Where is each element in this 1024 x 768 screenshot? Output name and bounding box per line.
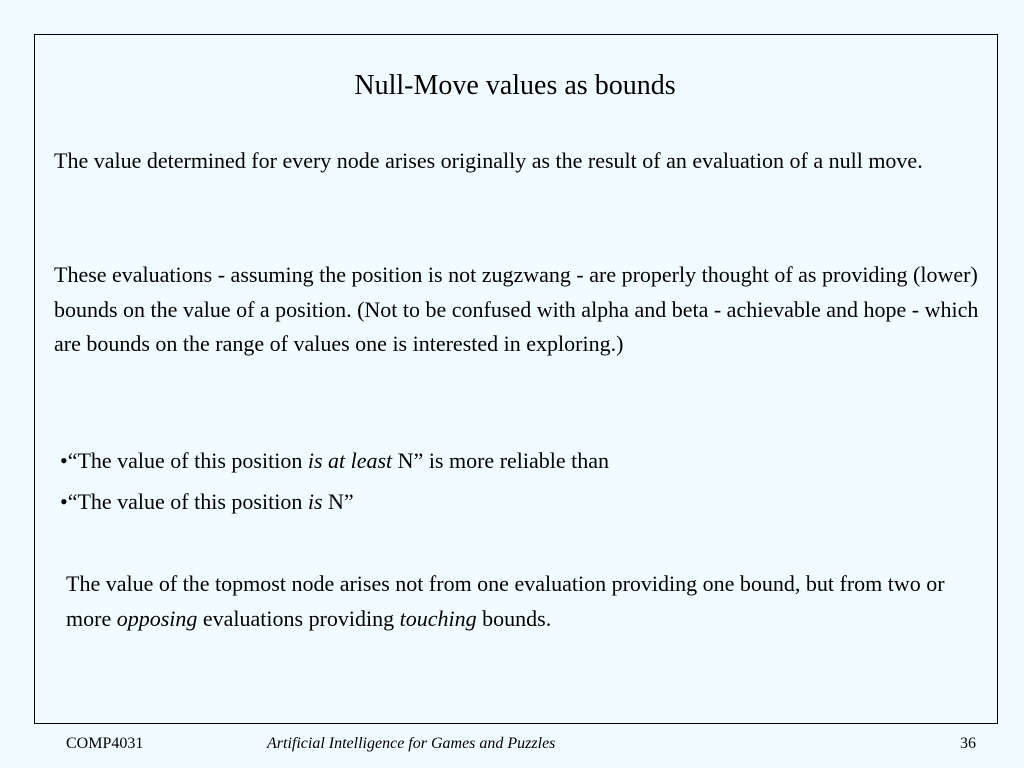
paragraph-text: The value of the topmost node arises not from one evaluation providing one bound, but from two or more bbox=[66, 571, 945, 631]
footer-page-number: 36 bbox=[960, 735, 976, 752]
bullet-item-is bbox=[60, 486, 354, 518]
slide-title: Null-Move values as bounds bbox=[354, 70, 676, 101]
bullet-emphasis: is bbox=[307, 489, 323, 514]
paragraph-null-move-origin: The value determined for every node arises originally as the result of an evaluation of a null move. bbox=[54, 148, 923, 173]
bullet-text: N” bbox=[322, 489, 354, 514]
bullet-text: N” is more reliable than bbox=[392, 448, 610, 473]
paragraph-text: evaluations providing bbox=[197, 605, 400, 631]
bullet-emphasis: is at least bbox=[307, 448, 393, 473]
paragraph-emphasis-touching: touching bbox=[399, 605, 477, 631]
paragraph-bounds-explanation: These evaluations - assuming the position is not zugzwang - are properly thought of as providing (lower) bounds on the value of a position. (Not to be confused with alpha and beta - achievable and hope - which are bounds on the range of values one is interested in exploring.) bbox=[54, 262, 979, 357]
paragraph-topmost-node bbox=[66, 567, 986, 636]
bullet-text: •“The value of this position bbox=[60, 448, 308, 473]
bullet-text: •“The value of this position bbox=[60, 489, 308, 514]
paragraph-emphasis-opposing: opposing bbox=[116, 605, 198, 631]
footer-course-title: Artificial Intelligence for Games and Puzzles bbox=[267, 735, 556, 752]
footer-course-code: COMP4031 bbox=[66, 735, 144, 752]
paragraph-text: bounds. bbox=[476, 605, 552, 631]
bullet-item-at-least bbox=[60, 445, 609, 477]
